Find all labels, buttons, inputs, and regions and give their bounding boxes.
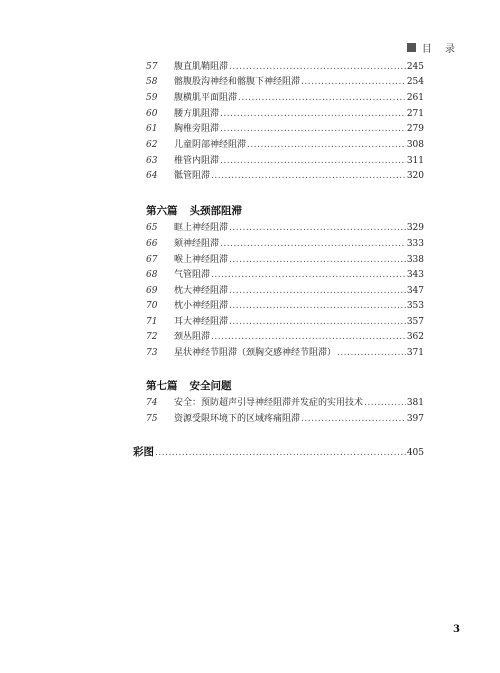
entry-number: 72 — [146, 332, 158, 342]
dot-leader — [229, 299, 406, 313]
entry-page: 353 — [406, 301, 424, 311]
section-heading[interactable] — [146, 378, 232, 393]
entry-number: 59 — [146, 93, 158, 103]
dot-leader — [229, 315, 406, 329]
toc-color-plates[interactable] — [133, 445, 424, 459]
toc-entry[interactable] — [146, 253, 424, 267]
entry-page: 245 — [406, 62, 424, 72]
toc-entry[interactable] — [146, 412, 424, 426]
entry-title: 髂腹股沟神经和髂腹下神经阻滞 — [174, 77, 301, 87]
toc-entry[interactable] — [146, 169, 424, 183]
entry-title: 骶管阻滞 — [174, 171, 211, 181]
dot-leader — [364, 396, 406, 410]
entry-title: 腹直肌鞘阻滞 — [174, 62, 229, 72]
dot-leader — [220, 237, 406, 251]
dot-leader — [337, 346, 406, 360]
entry-page: 279 — [406, 124, 424, 134]
entry-number: 63 — [146, 156, 158, 166]
entry-title: 儿童阴部神经阻滞 — [174, 140, 247, 150]
toc-entry[interactable] — [146, 221, 424, 235]
section-part: 第七篇 — [146, 380, 178, 392]
entry-page: 343 — [406, 270, 424, 280]
entry-page: 333 — [406, 239, 424, 249]
entry-page: 362 — [406, 332, 424, 342]
entry-number: 66 — [146, 239, 158, 249]
header-label: 目 录 — [421, 44, 460, 55]
dot-leader — [229, 284, 406, 298]
entry-page: 371 — [406, 348, 424, 358]
toc-entry[interactable] — [146, 346, 424, 360]
entry-page: 320 — [406, 171, 424, 181]
entry-page: 347 — [406, 286, 424, 296]
entry-title: 胸椎旁阻滞 — [174, 124, 220, 134]
dot-leader — [247, 138, 406, 152]
entry-page: 308 — [406, 140, 424, 150]
dot-leader — [229, 253, 406, 267]
entry-page: 311 — [406, 156, 424, 166]
entry-title: 颏神经阻滞 — [174, 239, 220, 249]
dot-leader — [155, 446, 406, 460]
toc-entry[interactable] — [146, 237, 424, 251]
entry-page: 254 — [406, 77, 424, 87]
toc-entry[interactable] — [146, 284, 424, 298]
entry-number: 73 — [146, 348, 158, 358]
entry-page: 357 — [406, 317, 424, 327]
entry-title: 安全：预防超声引导神经阻滞并发症的实用技术 — [174, 398, 364, 408]
entry-number: 57 — [146, 62, 158, 72]
toc-entry[interactable] — [146, 60, 424, 74]
section-name: 安全问题 — [189, 380, 232, 392]
page-number: 3 — [453, 624, 460, 635]
toc-entry[interactable] — [146, 138, 424, 152]
entry-page: 271 — [406, 109, 424, 119]
dot-leader — [211, 169, 406, 183]
color-plates-page: 405 — [406, 448, 424, 458]
entry-number: 69 — [146, 286, 158, 296]
entry-number: 62 — [146, 140, 158, 150]
section-heading[interactable] — [146, 203, 242, 218]
dot-leader — [229, 60, 406, 74]
toc-entry[interactable] — [146, 91, 424, 105]
entry-title: 资源受限环境下的区域疼痛阻滞 — [174, 414, 301, 424]
toc-entry[interactable] — [146, 396, 424, 410]
entry-title: 腰方肌阻滞 — [174, 109, 220, 119]
entry-title: 耳大神经阻滞 — [174, 317, 229, 327]
entry-title: 颈丛阻滞 — [174, 332, 211, 342]
entry-page: 397 — [406, 414, 424, 424]
entry-title: 星状神经节阻滞（颈胸交感神经节阻滞） — [174, 348, 337, 358]
toc-entry[interactable] — [146, 107, 424, 121]
section-part: 第六篇 — [146, 205, 178, 217]
dot-leader — [220, 122, 406, 136]
entry-page: 381 — [406, 398, 424, 408]
toc-entry[interactable] — [146, 122, 424, 136]
entry-title: 眶上神经阻滞 — [174, 223, 229, 233]
entry-title: 腹横肌平面阻滞 — [174, 93, 238, 103]
header-square-icon — [407, 43, 416, 52]
entry-number: 70 — [146, 301, 158, 311]
toc-entry[interactable] — [146, 154, 424, 168]
entry-page: 338 — [406, 255, 424, 265]
section-name: 头颈部阻滞 — [189, 205, 242, 217]
entry-title: 椎管内阻滞 — [174, 156, 220, 166]
page-header — [407, 40, 460, 55]
dot-leader — [238, 91, 406, 105]
toc-entry[interactable] — [146, 299, 424, 313]
toc-entry[interactable] — [146, 268, 424, 282]
dot-leader — [220, 107, 406, 121]
toc-entry[interactable] — [146, 315, 424, 329]
dot-leader — [211, 268, 406, 282]
dot-leader — [301, 412, 406, 426]
entry-number: 68 — [146, 270, 158, 280]
entry-page: 329 — [406, 223, 424, 233]
color-plates-title: 彩图 — [133, 446, 154, 458]
toc-entry[interactable] — [146, 330, 424, 344]
entry-page: 261 — [406, 93, 424, 103]
entry-number: 64 — [146, 171, 158, 181]
entry-number: 65 — [146, 223, 158, 233]
entry-title: 喉上神经阻滞 — [174, 255, 229, 265]
dot-leader — [211, 330, 406, 344]
entry-title: 气管阻滞 — [174, 270, 211, 280]
entry-number: 67 — [146, 255, 158, 265]
entry-title: 枕大神经阻滞 — [174, 286, 229, 296]
entry-number: 58 — [146, 77, 158, 87]
entry-number: 74 — [146, 398, 158, 408]
dot-leader — [229, 221, 406, 235]
entry-title: 枕小神经阻滞 — [174, 301, 229, 311]
dot-leader — [220, 154, 406, 168]
toc-entry[interactable] — [146, 75, 424, 89]
entry-number: 75 — [146, 414, 158, 424]
entry-number: 60 — [146, 109, 158, 119]
dot-leader — [301, 75, 406, 89]
entry-number: 61 — [146, 124, 158, 134]
entry-number: 71 — [146, 317, 158, 327]
